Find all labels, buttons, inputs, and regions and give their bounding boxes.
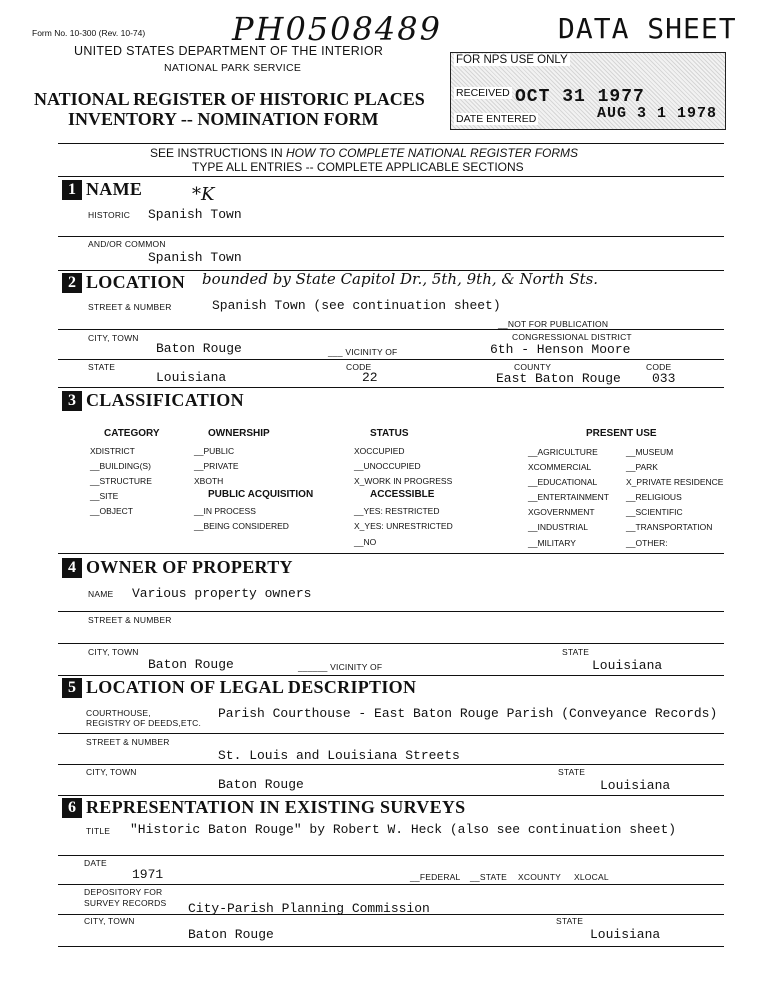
category-object: __OBJECT [90,506,133,516]
state-value: Louisiana [156,370,227,385]
use-scientific: __SCIENTIFIC [626,507,683,517]
ownership-public: __PUBLIC [194,446,235,456]
survey-local: XLOCAL [574,872,609,882]
handwritten-mark: *K [192,184,215,205]
state-code-value: 22 [362,370,378,385]
legal-street-label: STREET & NUMBER [86,737,170,747]
section-2-title: LOCATION [86,272,186,292]
status-unoccupied: __UNOCCUPIED [354,461,421,471]
section-6-number: 6 [62,798,82,818]
use-private-residence: X_PRIVATE RESIDENCE [626,477,724,487]
received-label: RECEIVED [456,87,510,99]
owner-state-value: Louisiana [592,658,663,673]
county-code-value: 033 [652,371,676,386]
form-number: Form No. 10-300 (Rev. 10-74) [32,28,146,38]
accessible-no: __NO [354,537,377,547]
form-title-line2: INVENTORY -- NOMINATION FORM [68,109,379,129]
nps-use-only-label: FOR NPS USE ONLY [456,54,568,66]
handwritten-reference-id: PH0508489 [232,10,442,48]
courthouse-value: Parish Courthouse - East Baton Rouge Parish (Conveyance Records) [218,706,718,721]
section-6-title: REPRESENTATION IN EXISTING SURVEYS [86,797,466,817]
survey-title-label: TITLE [86,826,111,836]
vicinity-label: ___ VICINITY OF [328,347,398,357]
owner-city-value: Baton Rouge [148,657,234,672]
ownership-both: XBOTH [194,476,224,486]
legal-city-label: CITY, TOWN [86,767,137,777]
accessible-heading: ACCESSIBLE [370,489,435,500]
department-name: UNITED STATES DEPARTMENT OF THE INTERIOR [74,44,384,58]
section-5-number: 5 [62,678,82,698]
common-name-value: Spanish Town [148,250,242,265]
county-code-label: CODE [646,362,672,372]
state-code-label: CODE [346,362,372,372]
owner-vicinity-label: ______ VICINITY OF [298,662,383,672]
legal-street-value: St. Louis and Louisiana Streets [218,748,460,763]
section-4-title: OWNER OF PROPERTY [86,557,293,577]
handwritten-boundary-note: bounded by State Capitol Dr., 5th, 9th, & North Sts. [202,270,599,288]
form-title-line1: NATIONAL REGISTER OF HISTORIC PLACES [34,89,425,109]
state-label: STATE [88,362,116,372]
congressional-district-label: CONGRESSIONAL DISTRICT [512,332,632,342]
status-occupied: XOCCUPIED [354,446,405,456]
registry-of-deeds-label: REGISTRY OF DEEDS,ETC. [86,718,202,728]
section-2-number: 2 [62,273,82,293]
category-structure: __STRUCTURE [90,476,152,486]
survey-city-label: CITY, TOWN [84,916,135,926]
county-value: East Baton Rouge [496,371,621,386]
accessible-unrestricted: X_YES: UNRESTRICTED [354,521,453,531]
present-use-heading: PRESENT USE [586,428,657,439]
common-name-label: AND/OR COMMON [88,239,166,249]
survey-city-value: Baton Rouge [188,927,274,942]
ownership-heading: OWNERSHIP [208,428,270,439]
use-commercial: XCOMMERCIAL [528,462,592,472]
use-park: __PARK [626,462,658,472]
section-3-title: CLASSIFICATION [86,390,244,410]
street-number-label: STREET & NUMBER [88,302,172,312]
survey-state: __STATE [470,872,507,882]
instructions-line1: SEE INSTRUCTIONS IN HOW TO COMPLETE NATIONAL REGISTER FORMS [150,146,579,160]
depository-label-line1: DEPOSITORY FOR [84,887,163,897]
use-military: __MILITARY [528,538,576,548]
accessible-restricted: __YES: RESTRICTED [354,506,440,516]
use-transportation: __TRANSPORTATION [626,522,713,532]
use-other: __OTHER: [626,538,668,548]
street-number-value: Spanish Town (see continuation sheet) [212,298,501,313]
status-heading: STATUS [370,428,409,439]
historic-name-value: Spanish Town [148,207,242,222]
category-district: XDISTRICT [90,446,135,456]
city-town-label: CITY, TOWN [88,333,139,343]
city-town-value: Baton Rouge [156,341,242,356]
section-3-number: 3 [62,391,82,411]
category-buildings: __BUILDING(S) [90,461,151,471]
section-1-title: NAME [86,179,143,199]
acquisition-in-process: __IN PROCESS [194,506,256,516]
survey-date-label: DATE [84,858,107,868]
section-4-number: 4 [62,558,82,578]
owner-street-label: STREET & NUMBER [88,615,172,625]
not-for-publication: __NOT FOR PUBLICATION [498,319,609,329]
instructions-line2: TYPE ALL ENTRIES -- COMPLETE APPLICABLE SECTIONS [192,160,524,174]
historic-label: HISTORIC [88,210,131,220]
use-entertainment: __ENTERTAINMENT [528,492,609,502]
received-date-stamp: OCT 31 1977 [515,87,645,107]
use-religious: __RELIGIOUS [626,492,682,502]
legal-state-label: STATE [558,767,586,777]
survey-county: XCOUNTY [518,872,561,882]
owner-state-label: STATE [562,647,590,657]
section-1-number: 1 [62,180,82,200]
ownership-private: __PRIVATE [194,461,239,471]
nps-use-only-box [450,52,726,130]
date-entered-stamp: AUG 3 1 1978 [597,105,718,122]
survey-state-label: STATE [556,916,584,926]
owner-name-value: Various property owners [132,586,312,601]
date-entered-label: DATE ENTERED [456,113,537,125]
use-industrial: __INDUSTRIAL [528,522,588,532]
category-heading: CATEGORY [104,428,160,439]
status-work-in-progress: X_WORK IN PROGRESS [354,476,453,486]
use-museum: __MUSEUM [626,447,674,457]
service-name: NATIONAL PARK SERVICE [164,62,302,74]
use-government: XGOVERNMENT [528,507,595,517]
county-label: COUNTY [514,362,552,372]
congressional-district-value: 6th - Henson Moore [490,342,631,357]
category-site: __SITE [90,491,119,501]
legal-city-value: Baton Rouge [218,777,304,792]
courthouse-label: COURTHOUSE, [86,708,151,718]
section-5-title: LOCATION OF LEGAL DESCRIPTION [86,677,417,697]
public-acquisition-heading: PUBLIC ACQUISITION [208,489,314,500]
use-educational: __EDUCATIONAL [528,477,598,487]
survey-federal: __FEDERAL [410,872,461,882]
acquisition-being-considered: __BEING CONSIDERED [194,521,289,531]
survey-state-value: Louisiana [590,927,661,942]
use-agriculture: __AGRICULTURE [528,447,598,457]
depository-label-line2: SURVEY RECORDS [84,898,167,908]
owner-name-label: NAME [88,589,114,599]
survey-date-value: 1971 [132,867,164,882]
data-sheet-label: DATA SHEET [558,12,737,45]
owner-city-label: CITY, TOWN [88,647,139,657]
legal-state-value: Louisiana [600,778,671,793]
survey-title-value: "Historic Baton Rouge" by Robert W. Heck (also see continuation sheet) [130,822,677,837]
depository-value: City-Parish Planning Commission [188,901,430,916]
